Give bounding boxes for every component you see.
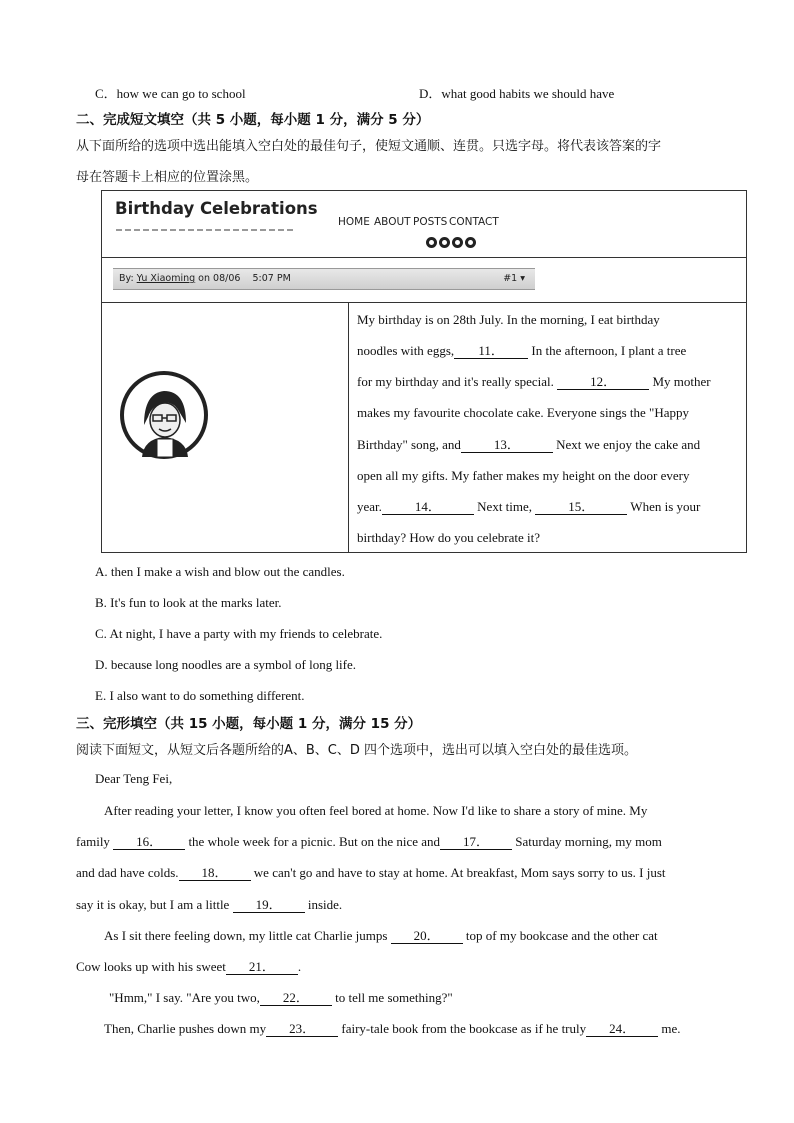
print-icon[interactable] <box>439 237 450 248</box>
post-number[interactable]: #1 ▾ <box>503 273 525 284</box>
blog-post-box <box>101 190 747 553</box>
boy-avatar-icon <box>114 365 214 465</box>
nav-posts[interactable]: POSTS <box>413 216 448 228</box>
blog-title: Birthday Celebrations <box>115 199 318 218</box>
nav-contact[interactable]: CONTACT <box>449 216 499 228</box>
section2-instruction-line2: 母在答题卡上相应的位置涂黑。 <box>76 170 259 185</box>
blank-22[interactable]: 22． <box>260 991 332 1006</box>
avatar <box>114 365 214 465</box>
letter-line-8: Then, Charlie pushes down my 23． fairy-tale book from the bookcase as if he truly 24． me. <box>104 1021 681 1036</box>
option-c: C．how we can go to school <box>95 86 246 101</box>
blank-21[interactable]: 21． <box>226 960 298 975</box>
blank-13[interactable]: 13． <box>461 438 553 453</box>
blank-11[interactable]: 11． <box>454 344 528 359</box>
post-byline-row <box>102 257 746 303</box>
blank-23[interactable]: 23． <box>266 1022 338 1037</box>
letter-line-1: After reading your letter, I know you often feel bored at home. Now I'd like to share a story of mine. My <box>104 803 648 818</box>
blank-19[interactable]: 19． <box>233 898 305 913</box>
blank-18[interactable]: 18． <box>179 866 251 881</box>
option-b: B. It's fun to look at the marks later. <box>95 595 282 610</box>
option-c2: C. At night, I have a party with my friends to celebrate. <box>95 626 383 641</box>
blank-14[interactable]: 14． <box>382 500 474 515</box>
blog-header <box>102 191 746 258</box>
blog-line-7: year. 14． Next time, 15． When is your <box>357 499 701 514</box>
blog-line-1: My birthday is on 28th July. In the morning, I eat birthday <box>357 312 660 327</box>
blank-17[interactable]: 17． <box>440 835 512 850</box>
column-divider <box>348 302 349 553</box>
option-e: E. I also want to do something different. <box>95 688 305 703</box>
letter-line-6: Cow looks up with his sweet 21． . <box>76 959 302 974</box>
blank-12[interactable]: 12． <box>557 375 649 390</box>
option-d: D．what good habits we should have <box>419 86 615 101</box>
section2-heading: 二、完成短文填空（共 5 小题，每小题 1 分，满分 5 分） <box>76 112 430 128</box>
blog-icon-row <box>426 235 478 253</box>
section3-instruction: 阅读下面短文，从短文后各题所给的A、B、C、D 四个选项中，选出可以填入空白处的最佳选项。 <box>76 743 638 758</box>
option-d2: D. because long noodles are a symbol of long life. <box>95 657 357 672</box>
blank-15[interactable]: 15． <box>535 500 627 515</box>
letter-greeting: Dear Teng Fei, <box>95 771 173 786</box>
nav-home[interactable]: HOME <box>338 216 370 228</box>
section2-instruction-line1: 从下面所给的选项中选出能填入空白处的最佳句子，使短文通顺、连贯。只选字母。将代表该答案的字 <box>76 139 662 154</box>
letter-line-2: family 16． the whole week for a picnic. But on the nice and 17． Saturday morning, my mom <box>76 834 662 849</box>
blog-line-5: Birthday" song, and 13． Next we enjoy the cake and <box>357 437 701 452</box>
post-byline-bar <box>113 268 535 290</box>
post-date: on 08/06 5:07 PM <box>195 273 291 284</box>
blank-16[interactable]: 16． <box>113 835 185 850</box>
letter-line-4: say it is okay, but I am a little 19． inside. <box>76 897 343 912</box>
post-byline <box>119 273 291 284</box>
mail-icon[interactable] <box>426 237 437 248</box>
option-a: A. then I make a wish and blow out the candles. <box>95 564 345 579</box>
blog-subtitle-scribble <box>116 229 296 231</box>
blog-line-8: birthday? How do you celebrate it? <box>357 530 541 545</box>
settings-icon[interactable] <box>465 237 476 248</box>
by-prefix: By: <box>119 273 137 284</box>
blank-24[interactable]: 24． <box>586 1022 658 1037</box>
nav-about[interactable]: ABOUT <box>374 216 411 228</box>
letter-line-5: As I sit there feeling down, my little cat Charlie jumps 20． top of my bookcase and the other cat <box>104 928 658 943</box>
blog-line-6: open all my gifts. My father makes my height on the door every <box>357 468 690 483</box>
search-icon[interactable] <box>452 237 463 248</box>
blog-line-4: makes my favourite chocolate cake. Everyone sings the "Happy <box>357 405 689 420</box>
section3-heading: 三、完形填空（共 15 小题，每小题 1 分，满分 15 分） <box>76 716 422 732</box>
blog-line-3: for my birthday and it's really special. 12． My mother <box>357 374 711 389</box>
author-link[interactable]: Yu Xiaoming <box>136 273 196 284</box>
blank-20[interactable]: 20． <box>391 929 463 944</box>
blog-line-2: noodles with eggs, 11． In the afternoon, I plant a tree <box>357 343 687 358</box>
letter-line-3: and dad have colds. 18． we can't go and have to stay at home. At breakfast, Mom says sorry to us. I just <box>76 865 666 880</box>
letter-line-7: "Hmm," I say. "Are you two, 22． to tell me something?" <box>109 990 453 1005</box>
